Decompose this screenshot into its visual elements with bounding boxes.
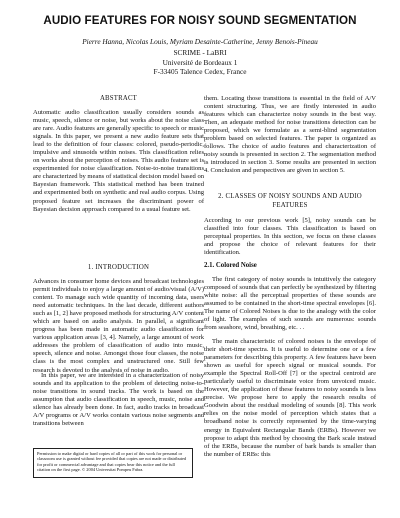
- intro-paragraph-2: In this paper, we are interested in a characterization of noisy sounds and its application to the problem of detecting noise-to-noise transitions in sound tracks. The work is based on the assumption that audio classification in speech, music, noise and silence has already been done. In fact, audio tracks in broadcast A/V programs or A/V works contain various noise segments and transitions between: [33, 372, 204, 428]
- abstract-heading: ABSTRACT: [99, 95, 138, 102]
- affiliation-university: Université de Bordeaux 1: [162, 57, 238, 67]
- section2-heading-line2: FEATURES: [272, 202, 308, 209]
- section2-paragraph-3: The main characteristic of colored noises is the envelope of their short-time spectra. It is useful to determine one or a few parameters for describing this property. A few features have been shown as useful for speech signal or musical sounds. For example the Spectral Roll-Off [7] or the spectral centroid are particularly useful to discriminate voice from unvoiced music. However, the application of these features to noisy sounds is less precise. We propose here to apply the research results of Goodwin about the residual modeling of sounds [8]. This work relies on the noise model of perception which states that a broadband noise is correctly represented by the time-varying energy in Equivalent Rectangular Bands (ERBs). However we propose to adapt this method by choosing the Bark scale instead of the ERBs, because the number of bark bands is smaller than the number of ERBs: this: [204, 338, 376, 458]
- intro-heading: 1. INTRODUCTION: [87, 264, 150, 271]
- paper-title: AUDIO FEATURES FOR NOISY SOUND SEGMENTATION: [43, 14, 357, 27]
- copyright-footnote: Permission to make digital or hard copies of all or part of this work for personal or classroom use is granted without fee provided that copies are not made or distributed for profit or commercial advantage and that copies bear this notice and the full citation on the first page. © 2004 Universitat Pompeu Fabra.: [33, 448, 193, 478]
- intro-continued: them. Locating those transitions is essential in the field of A/V content structuring. Thus, we are firstly interested in audio features which can characterize noisy sounds in the best way. Then, an adequate method for noise transitions detection can be proposed, which we formulate as a semi-blind segmentation problem based on selected features. The paper is organized as follows. The choice of audio features and characterization of noisy sounds is presented in section 2. The segmentation method is introduced in section 3. Some results are presented in section 4. Conclusion and perspectives are given in section 5.: [204, 95, 376, 175]
- section2-paragraph-1: According to our previous work [5], noisy sounds can be classified into four classes. This classification is based on perceptual properties. In this section, we focus on these classes and propose the choice of relevant features for their identification.: [204, 217, 376, 257]
- subsection-heading: 2.1. Colored Noise: [204, 262, 257, 269]
- paper-authors: Pierre Hanna, Nicolas Louis, Myriam Desainte-Catherine, Jenny Benois-Pineau: [82, 37, 318, 46]
- affiliation-lab: SCRIME - LaBRI: [173, 48, 227, 57]
- section2-paragraph-2: The first category of noisy sounds is intuitively the category composed of sounds that can perfectly be synthesized by filtering white noise: all the perceptual properties of these sounds are assumed to be contained in the short-time spectral envelopes [6]. The name of Colored Noises is due to the analogy with the color of light. The examples of such sounds are numerous: sounds from seashore, wind, breathing, etc. . .: [204, 276, 376, 332]
- intro-paragraph-1: Advances in consumer home devices and broadcast technologies permit individuals to enjoy a large amount of audio/visual (A/V) content. To manage such wide quantity of incoming data, users need automatic techniques. In the last decade, different authors such as [1, 2] have proposed methods for structuring A/V content which are based on audio analysis. In parallel, a significant progress has been made in automatic audio classification for various application areas [3, 4]. Namely, a large amount of work addresses the problem of classification of audio into music, speech, silence and noise. Amongst those four classes, the noise class is the most complex and unstructured one. Still few research is devoted to the analysis of noise in audio.: [33, 278, 204, 374]
- section2-heading-line1: 2. CLASSES OF NOISY SOUNDS AND AUDIO: [218, 193, 362, 200]
- affiliation-address: F-33405 Talence Cedex, France: [153, 67, 247, 76]
- abstract-text: Automatic audio classification usually considers sounds as music, speech, silence or noise, but works about the noise class are rare. Audio features are generally specific to speech or music signals. In this paper, we present a new audio feature sets that lead to the definition of four classes: colored, pseudo-periodic, impulsive and sinusoids within noises. This classification relies on works about the perception of noises. This audio feature set is experimented for noise classification. Noise-to-noise transitions are characterized by means of statistical decision model based on Bayesian framework. This statistical method has been trained and experimented both on synthetic and real audio corpus. Using proposed feature set increases the discriminant power of Bayesian decision approach compared to a usual feature set.: [33, 109, 204, 213]
